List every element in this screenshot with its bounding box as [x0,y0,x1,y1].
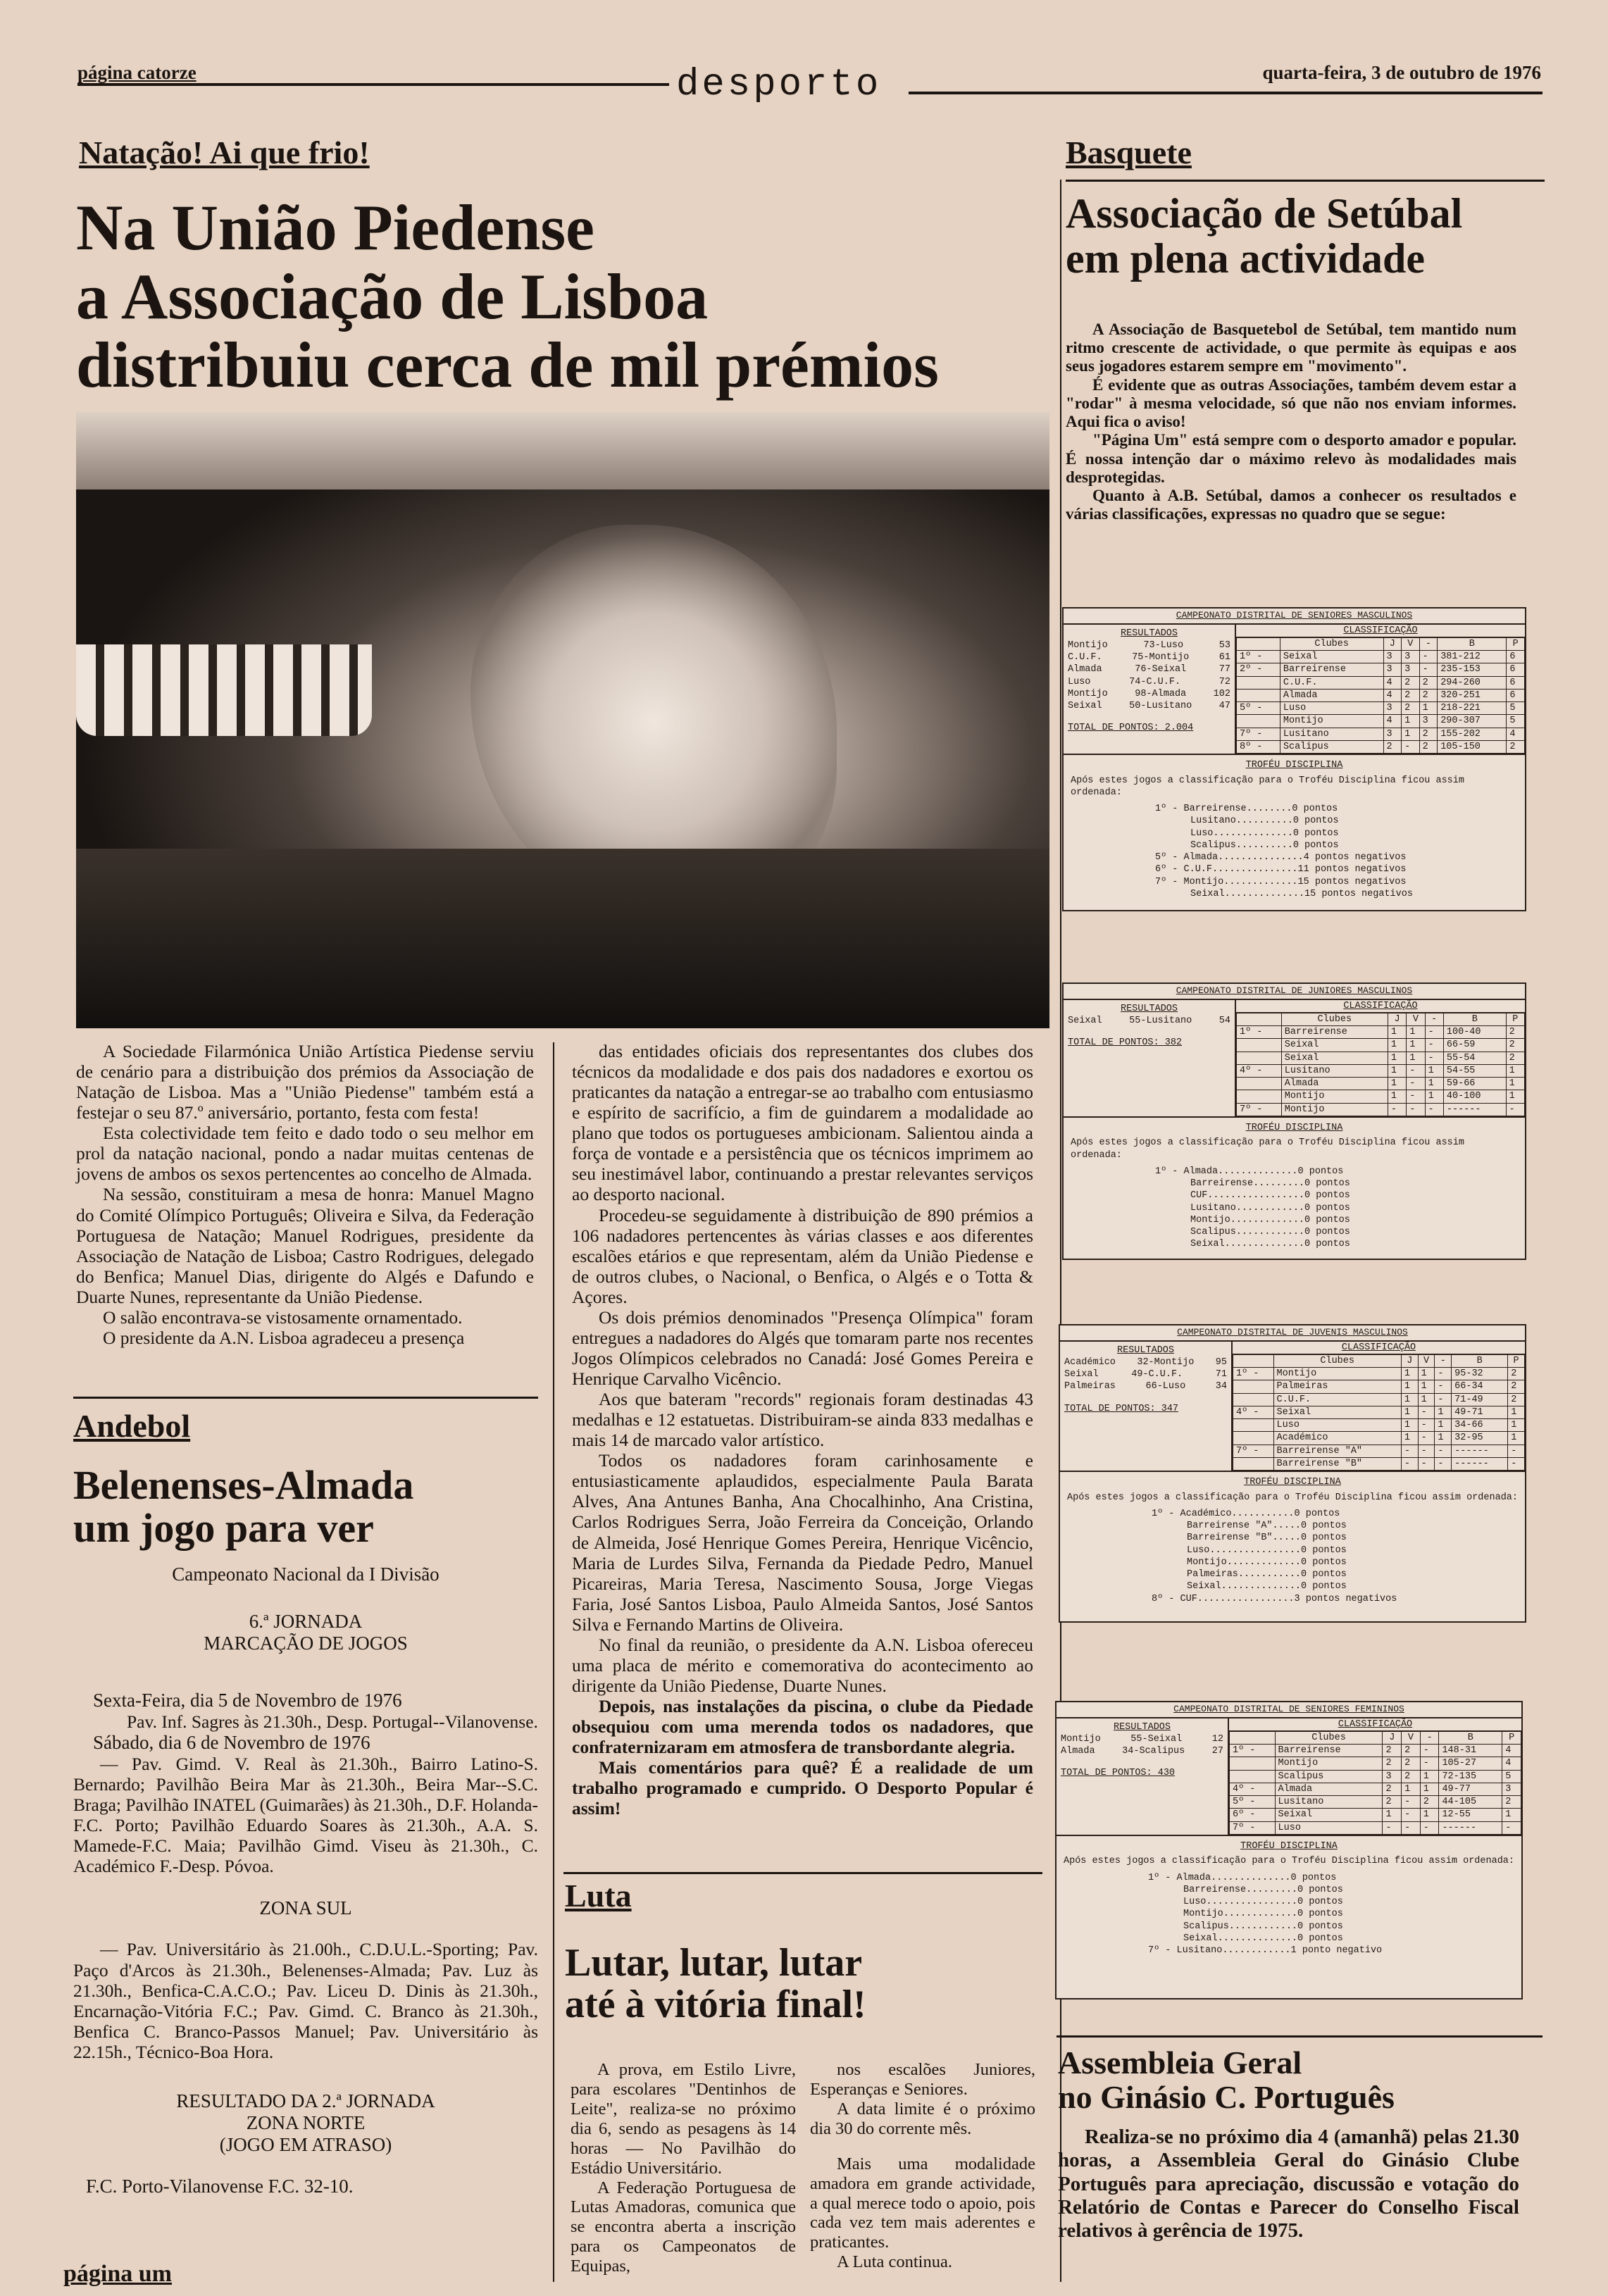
table-seniores-femininos: CAMPEONATO DISTRITAL DE SENIORES FEMININOS RESULTADOS Montijo 55-Seixal 12 Almada 34-Scalipus 27 TOTAL DE PONTOS: 430 CLASSIFICAÇÃO Clubes J V - B P 1º - Barreirense 2 2 - 148-31 4 Montijo 2 2 - 105-27 4 Scalipus 3 2 1 72-135 5 4º - Almada 2 1 1 49-77 3 5º - Lusitano 2 - 2 44-105 2 6º - Seixal 1 - 1 12-55 1 7º - Luso - - - ------ - TROFÉU DISCIPLINA Após estes jogos a classificação para o Troféu Disciplina ficou assim ordenada: 1º - Almada..............0 pontos Barreirense.........0 pontos Luso................0 pontos Montijo.............0 pontos Scalipus............0 pontos Seixal..............0 pontos 7º - Lusitano............1 ponto negativo [1055,1701,1523,1999]
discipline-row: Scalipus............0 pontos [1190,1227,1350,1238]
luta-column-1: A prova, em Estilo Livre, para escolares "Dentinhos de Leite", realiza-se no próximo dia 6, sendo as pesagens às 14 horas — No Pavilhão do Estádio Universitário. A Federação Portuguesa de Lutas Amadoras, comunica que se encontra aberta a inscrição para os Campeonatos de Equipas, [571,2060,796,2276]
discipline-note: Após estes jogos a classificação para o Troféu Disciplina ficou assim ordenada: [1067,1492,1519,1503]
table-row: Almada 4 2 2 320-251 6 [1237,689,1525,701]
table-row: Montijo 2 2 - 105-27 4 [1230,1757,1521,1770]
table-row: 4º - Almada 2 1 1 49-77 3 [1230,1783,1521,1795]
assembleia-rule [1057,2035,1542,2038]
discipline-row: CUF.................0 pontos [1190,1190,1350,1202]
table-row: 7º - Lusitano 3 1 2 155-202 4 [1237,728,1525,740]
discipline-row: 8º - CUF.................3 pontos negativos [1152,1593,1397,1604]
discipline-row: 1º - Almada..............0 pontos [1155,1166,1344,1177]
natacao-column-2: das entidades oficiais dos representantes dos clubes dos técnicos da modalidade e dos pais dos nadadores e exortou os praticantes da natação a entregar-se ao trabalho com entusiasmo e espírito de sacrifício, a fim de guindarem a modalidade ao plano que todos os portugueses ambicionam. Salientou ainda a força de vontade e a persistência que os técnicos imprimem ao seu inestimável labor, continuando a prestar relevantes serviços ao desporto nacional. Procedeu-se seguidamente à distribuição de 890 prémios a 106 nadadores pertencentes às várias classes e aos diferentes escalões etários e que representam, além da União Piedense e de outros clubes, o Nacional, o Benfica, o Algés e o Totta & Açores. Os dois prémios denominados "Presença Olímpica" foram entregues a nadadores do Algés que tomaram parte nos recentes Jogos Olímpicos celebrados no Canadá: José Gomes Pereira e Henrique Carvalho Vicêncio. Aos que bateram "records" regionais foram destinadas 43 medalhas e 12 estatuetas. Distribuiram-se ainda 833 medalhas e mais 14 de marcado valor artístico. Todos os nadadores foram carinhosamente e entusiasticamente aplaudidos, especialmente Paula Barata Alves, Ana Antunes Banha, Ana Chocalhinho, Ana Cristina, Carlos Rodrigues Serra, João Ferreira da Conceição, Orlando de Almeida, José Henrique Gomes Pereira, Henrique Vicêncio, Maria de Lurdes Silva, Fernanda da Piedade Pedro, Manuel Picareiras, Maria Teresa, Nascimento Sousa, Jorge Viegas Faria, José Santos Lisboa, Paulo Almeida Santos, José Santos Silva e Fernando Martins de Oliveira. No final da reunião, o presidente da A.N. Lisboa ofereceu uma placa de mérito e comemorativa do acontecimento ao dirigente da União Piedense, Duarte Nunes. Depois, nas instalações da piscina, o clube da Piedade obsequiou com uma merenda todos os nadadores, que confraternizaram em atmosfera de transbordante alegria. Mais comentários para quê? É a realidade de um trabalho programado e cumprido. O Desporto Popular é assim! [572,1041,1033,1819]
table-row: 7º - Luso - - - ------ - [1230,1821,1521,1834]
table-juvenis-masculinos: CAMPEONATO DISTRITAL DE JUVENIS MASCULINOS RESULTADOS Académico 32-Montijo 95 Seixal 49-C.U.F. 71 Palmeiras 66-Luso 34 TOTAL DE PONTOS: 347 CLASSIFICAÇÃO Clubes J V - B P 1º - Montijo 1 1 - 95-32 2 Palmeiras 1 1 - 66-34 2 C.U.F. 1 1 - 71-49 2 4º - Seixal 1 - 1 49-71 1 Luso 1 - 1 34-66 1 Académico 1 - 1 32-95 1 7º - Barreirense "A" - - - ------ - Barreirense "B" - - - ------ - TROFÉU DISCIPLINA Após estes jogos a classificação para o Troféu Disciplina ficou assim ordenada: 1º - Académico...........0 pontos Barreirense "A".....0 pontos Barreirense "B".....0 pontos Luso................0 pontos Montijo.............0 pontos Palmeiras...........0 pontos Seixal..............0 pontos 8º - CUF.................3 pontos negativos [1059,1324,1526,1623]
table-row: 5º - Luso 3 2 1 218-221 5 [1237,702,1525,715]
discipline-row: Barreirense.........0 pontos [1190,1178,1350,1190]
discipline-row: Luso................0 pontos [1183,1897,1343,1908]
table-row: Seixal 1 1 - 55-54 2 [1237,1052,1525,1064]
table-row: 8º - Scalipus 2 - 2 105-150 2 [1237,741,1525,754]
table-row: 1º - Montijo 1 1 - 95-32 2 [1233,1368,1525,1380]
discipline-row: Montijo.............0 pontos [1183,1909,1343,1920]
issue-date: quarta-feira, 3 de outubro de 1976 [1262,62,1541,83]
table-row: C.U.F. 1 1 - 71-49 2 [1233,1393,1525,1406]
discipline-note: Após estes jogos a classificação para o Troféu Disciplina ficou assim ordenada: [1071,775,1464,798]
andebol-rule [73,1397,538,1399]
table-row: Montijo 4 1 3 290-307 5 [1237,715,1525,728]
column-divider [553,1042,554,2282]
luta-kicker: Luta [565,1878,632,1914]
table-row: 7º - Barreirense "A" - - - ------ - [1233,1445,1525,1457]
table-seniores-masculinos: CAMPEONATO DISTRITAL DE SENIORES MASCULINOS RESULTADOS Montijo 73-Luso 53 C.U.F. 75-Montijo 61 Almada 76-Seixal 77 Luso 74-C.U.F. 72 Montijo 98-Almada 102 Seixal 50-Lusitano 47 TOTAL DE PONTOS: 2.004 CLASSIFICAÇÃO Clubes J V - B P 1º - Seixal 3 3 - 381-212 6 2º - Barreirense 3 3 - 235-153 6 C.U.F. 4 2 2 294-260 6 Almada 4 2 2 320-251 6 5º - Luso 3 2 1 218-221 5 Montijo 4 1 3 290-307 5 7º - Lusitano 3 1 2 155-202 4 8º - Scalipus 2 - 2 105-150 2 TROFÉU DISCIPLINA Após estes jogos a classificação para o Troféu Disciplina ficou assim ordenada: 1º - Barreirense........0 pontos Lusitano..........0 pontos Luso..............0 pontos Scalipus..........0 pontos 5º - Almada...............4 pontos negativos 6º - C.U.F...............11 pontos negativos 7º - Montijo.............15 pontos negativos Seixal..............15 pontos negativos [1062,607,1526,911]
table-row: 1º - Barreirense 2 2 - 148-31 4 [1230,1745,1521,1757]
discipline-row: 7º - Montijo.............15 pontos negativos [1155,876,1407,887]
discipline-row: Lusitano............0 pontos [1190,1202,1350,1213]
table-row: 7º - Montijo - - - ------ - [1237,1103,1525,1116]
table-row: Académico 1 - 1 32-95 1 [1233,1432,1525,1445]
table-row: Seixal 1 1 - 66-59 2 [1237,1039,1525,1052]
discipline-row: 6º - C.U.F...............11 pontos negativos [1155,864,1407,875]
discipline-row: Barreirense "B".....0 pontos [1187,1533,1347,1544]
basquete-body: A Associação de Basquetebol de Setúbal, tem mantido num ritmo crescente de actividade, o que permite às equipas e aos seus jogadores estarem sempre em "movimento". É evidente que as outras Associações, também devem estar a "rodar" à mesma velocidade, só que não nos enviam informes. Aqui fica o aviso! "Página Um" está sempre com o desporto amador e popular. É nossa intenção dar o máximo relevo às modalidades mais desprotegidas. Quanto à A.B. Setúbal, damos a conhecer os resultados e várias classificações, expressas no quadro que se segue: [1066,320,1516,523]
discipline-row: 1º - Académico...........0 pontos [1152,1508,1340,1519]
table-row: 1º - Seixal 3 3 - 381-212 6 [1237,651,1525,663]
discipline-row: 5º - Almada...............4 pontos negativos [1155,852,1407,863]
discipline-title: TROFÉU DISCIPLINA [1240,1841,1338,1852]
table-row: Montijo 1 - 1 40-100 1 [1237,1090,1525,1103]
andebol-kicker: Andebol [73,1408,191,1444]
discipline-row: Scalipus..........0 pontos [1190,840,1339,851]
discipline-row: Luso................0 pontos [1187,1545,1347,1556]
table-row: 2º - Barreirense 3 3 - 235-153 6 [1237,663,1525,676]
assembleia-body: Realiza-se no próximo dia 4 (amanhã) pelas 21.30 horas, a Assembleia Geral do Ginásio Clube Português para apreciação, discussão e votação do Relatório de Contas e Parecer do Conselho Fiscal relativos à gerência de 1975. [1058,2126,1519,2242]
discipline-note: Após estes jogos a classificação para o Troféu Disciplina ficou assim ordenada: [1064,1856,1515,1867]
table-row: 6º - Seixal 1 - 1 12-55 1 [1230,1809,1521,1821]
discipline-row: Scalipus............0 pontos [1183,1921,1343,1932]
luta-column-2: nos escalões Juniores, Esperanças e Seniores. A data limite é o próximo dia 30 do corrente mês. Mais uma modalidade amadora em grande actividade, a qual merece todo o apoio, pois cada vez tem mais aderentes e praticantes. A Luta continua. [810,2060,1035,2272]
table-row: 4º - Seixal 1 - 1 49-71 1 [1233,1406,1525,1418]
section-title: desporto [676,63,882,106]
discipline-row: Barreirense "A".....0 pontos [1187,1521,1347,1532]
table-header-row: Clubes J V - B P [1237,637,1525,650]
header-rule-right [909,92,1542,94]
discipline-row: Seixal..............15 pontos negativos [1190,888,1413,899]
natacao-column-1: A Sociedade Filarmónica União Artística Piedense serviu de cenário para a distribuição dos prémios da Associação de Natação de Lisboa. Mas a "União Piedense" também está a festejar o seu 87.º aniversário, portanto, festa com festa! Esta colectividade tem feito e dado todo o seu melhor em prol da natação nacional, pondo a nadar muitas centenas de jovens de ambos os sexos pertencentes ao concelho de Almada. Na sessão, constituiram a mesa de honra: Manuel Magno do Comité Olímpico Português; Oliveira e Silva, da Federação Portuguesa de Natação; Manuel Rodrigues, presidente da Associação de Natação de Lisboa; Castro Rodrigues, delegado do Benfica; Manuel Dias, dirigente do Algés e Dafundo e Duarte Nunes, representante da União Piedense. O salão encontrava-se vistosamente ornamentado. O presidente da A.N. Lisboa agradeceu a presença [76,1041,534,1348]
footer-label: página um [63,2261,172,2287]
discipline-row: Barreirense.........0 pontos [1183,1884,1343,1895]
discipline-row: 1º - Barreirense........0 pontos [1155,804,1338,815]
discipline-row: Montijo.............0 pontos [1190,1214,1350,1225]
discipline-row: 7º - Lusitano............1 ponto negativo [1148,1945,1383,1957]
basquete-kicker: Basquete [1066,135,1192,170]
natacao-headline: Na União Piedense a Associação de Lisboa distribuiu cerca de mil prémios [76,192,939,401]
luta-headline: Lutar, lutar, lutar até à vitória final! [565,1941,866,2027]
header-rule-left [77,83,669,86]
table-row: Scalipus 3 2 1 72-135 5 [1230,1770,1521,1783]
swimming-photo [76,412,1049,1028]
discipline-note: Após estes jogos a classificação para o Troféu Disciplina ficou assim ordenada: [1071,1137,1464,1161]
assembleia-headline: Assembleia Geral no Ginásio C. Português [1058,2045,1395,2115]
discipline-row: Luso..............0 pontos [1190,828,1339,839]
natacao-kicker: Natação! Ai que frio! [79,135,370,170]
table-row: 4º - Lusitano 1 - 1 54-55 1 [1237,1064,1525,1077]
discipline-title: TROFÉU DISCIPLINA [1245,760,1343,771]
table-row: C.U.F. 4 2 2 294-260 6 [1237,676,1525,689]
table-row: Barreirense "B" - - - ------ - [1233,1458,1525,1471]
discipline-title: TROFÉU DISCIPLINA [1244,1477,1341,1488]
table-juniores-masculinos: CAMPEONATO DISTRITAL DE JUNIORES MASCULINOS RESULTADOS Seixal 55-Lusitano 54 TOTAL DE PONTOS: 382 CLASSIFICAÇÃO Clubes J V - B P 1º - Barreirense 1 1 - 100-40 2 Seixal 1 1 - 66-59 2 Seixal 1 1 - 55-54 2 4º - Lusitano 1 - 1 54-55 1 Almada 1 - 1 59-66 1 Montijo 1 - 1 40-100 1 7º - Montijo - - - ------ - TROFÉU DISCIPLINA Após estes jogos a classificação para o Troféu Disciplina ficou assim ordenada: 1º - Almada..............0 pontos Barreirense.........0 pontos CUF.................0 pontos Lusitano............0 pontos Montijo.............0 pontos Scalipus............0 pontos Seixal..............0 pontos [1062,982,1526,1260]
andebol-body: Campeonato Nacional da I Divisão 6.ª JORNADA MARCAÇÃO DE JOGOS Sexta-Feira, dia 5 de Novembro de 1976 Pav. Inf. Sagres às 21.30h., Desp. Portugal--Vilanovense. Sábado, dia 6 de Novembro de 1976 — Pav. Gimd. V. Real às 21.30h., Bairro Latino-S. Bernardo; Pavilhão Beira Mar às 21.30h., Beira Mar--S.C. Braga; Pavilhão INATEL (Guimarães) às 21.30h., D.F. Holanda-F.C. Porto; Pavilhão Eduardo Soares às 21.30h., A.A. S. Mamede-F.C. Maia; Pavilhão Gimd. Viseu às 21.30h., C. Académico F.-Desp. Póvoa. ZONA SUL — Pav. Universitário às 21.00h., C.D.U.L.-Sporting; Pav. Paço d'Arcos às 21.30h., Belenenses-Almada; Pav. Luz às 21.30h., Benfica-C.A.C.O.; Pav. Liceu D. Dinis às 21.30h., Encarnação-Vitória F.C.; Pav. Gimd. C. Branco às 21.30h., Benfica C. Branco-Passos Manuel; Pav. Universitário às 22.15h., Técnico-Boa Hora. RESULTADO DA 2.ª JORNADA ZONA NORTE (JOGO EM ATRASO) F.C. Porto-Vilanovense F.C. 32-10. [73,1564,538,2197]
table-row: Palmeiras 1 1 - 66-34 2 [1233,1380,1525,1393]
discipline-row: Palmeiras...........0 pontos [1187,1569,1347,1580]
table-row: Luso 1 - 1 34-66 1 [1233,1419,1525,1432]
table-header-row: Clubes J V - B P [1233,1354,1525,1367]
andebol-headline: Belenenses-Almada um jogo para ver [73,1462,414,1552]
table-header-row: Clubes J V - B P [1230,1731,1521,1744]
luta-rule [563,1872,1042,1874]
table-row: Almada 1 - 1 59-66 1 [1237,1078,1525,1090]
discipline-row: Seixal..............0 pontos [1183,1933,1343,1944]
discipline-row: Lusitano..........0 pontos [1190,816,1339,827]
table-header-row: Clubes J V - B P [1237,1013,1525,1025]
page-number-label: página catorze [77,62,197,83]
discipline-title: TROFÉU DISCIPLINA [1245,1123,1343,1134]
basquete-headline: Associação de Setúbal em plena actividade [1066,190,1463,282]
discipline-row: Seixal..............0 pontos [1190,1239,1350,1250]
basquete-rule [1066,180,1545,182]
table-row: 1º - Barreirense 1 1 - 100-40 2 [1237,1026,1525,1039]
table-row: 5º - Lusitano 2 - 2 44-105 2 [1230,1796,1521,1809]
discipline-row: Montijo.............0 pontos [1187,1556,1347,1568]
discipline-row: Seixal..............0 pontos [1187,1581,1347,1592]
discipline-row: 1º - Almada..............0 pontos [1148,1872,1337,1883]
